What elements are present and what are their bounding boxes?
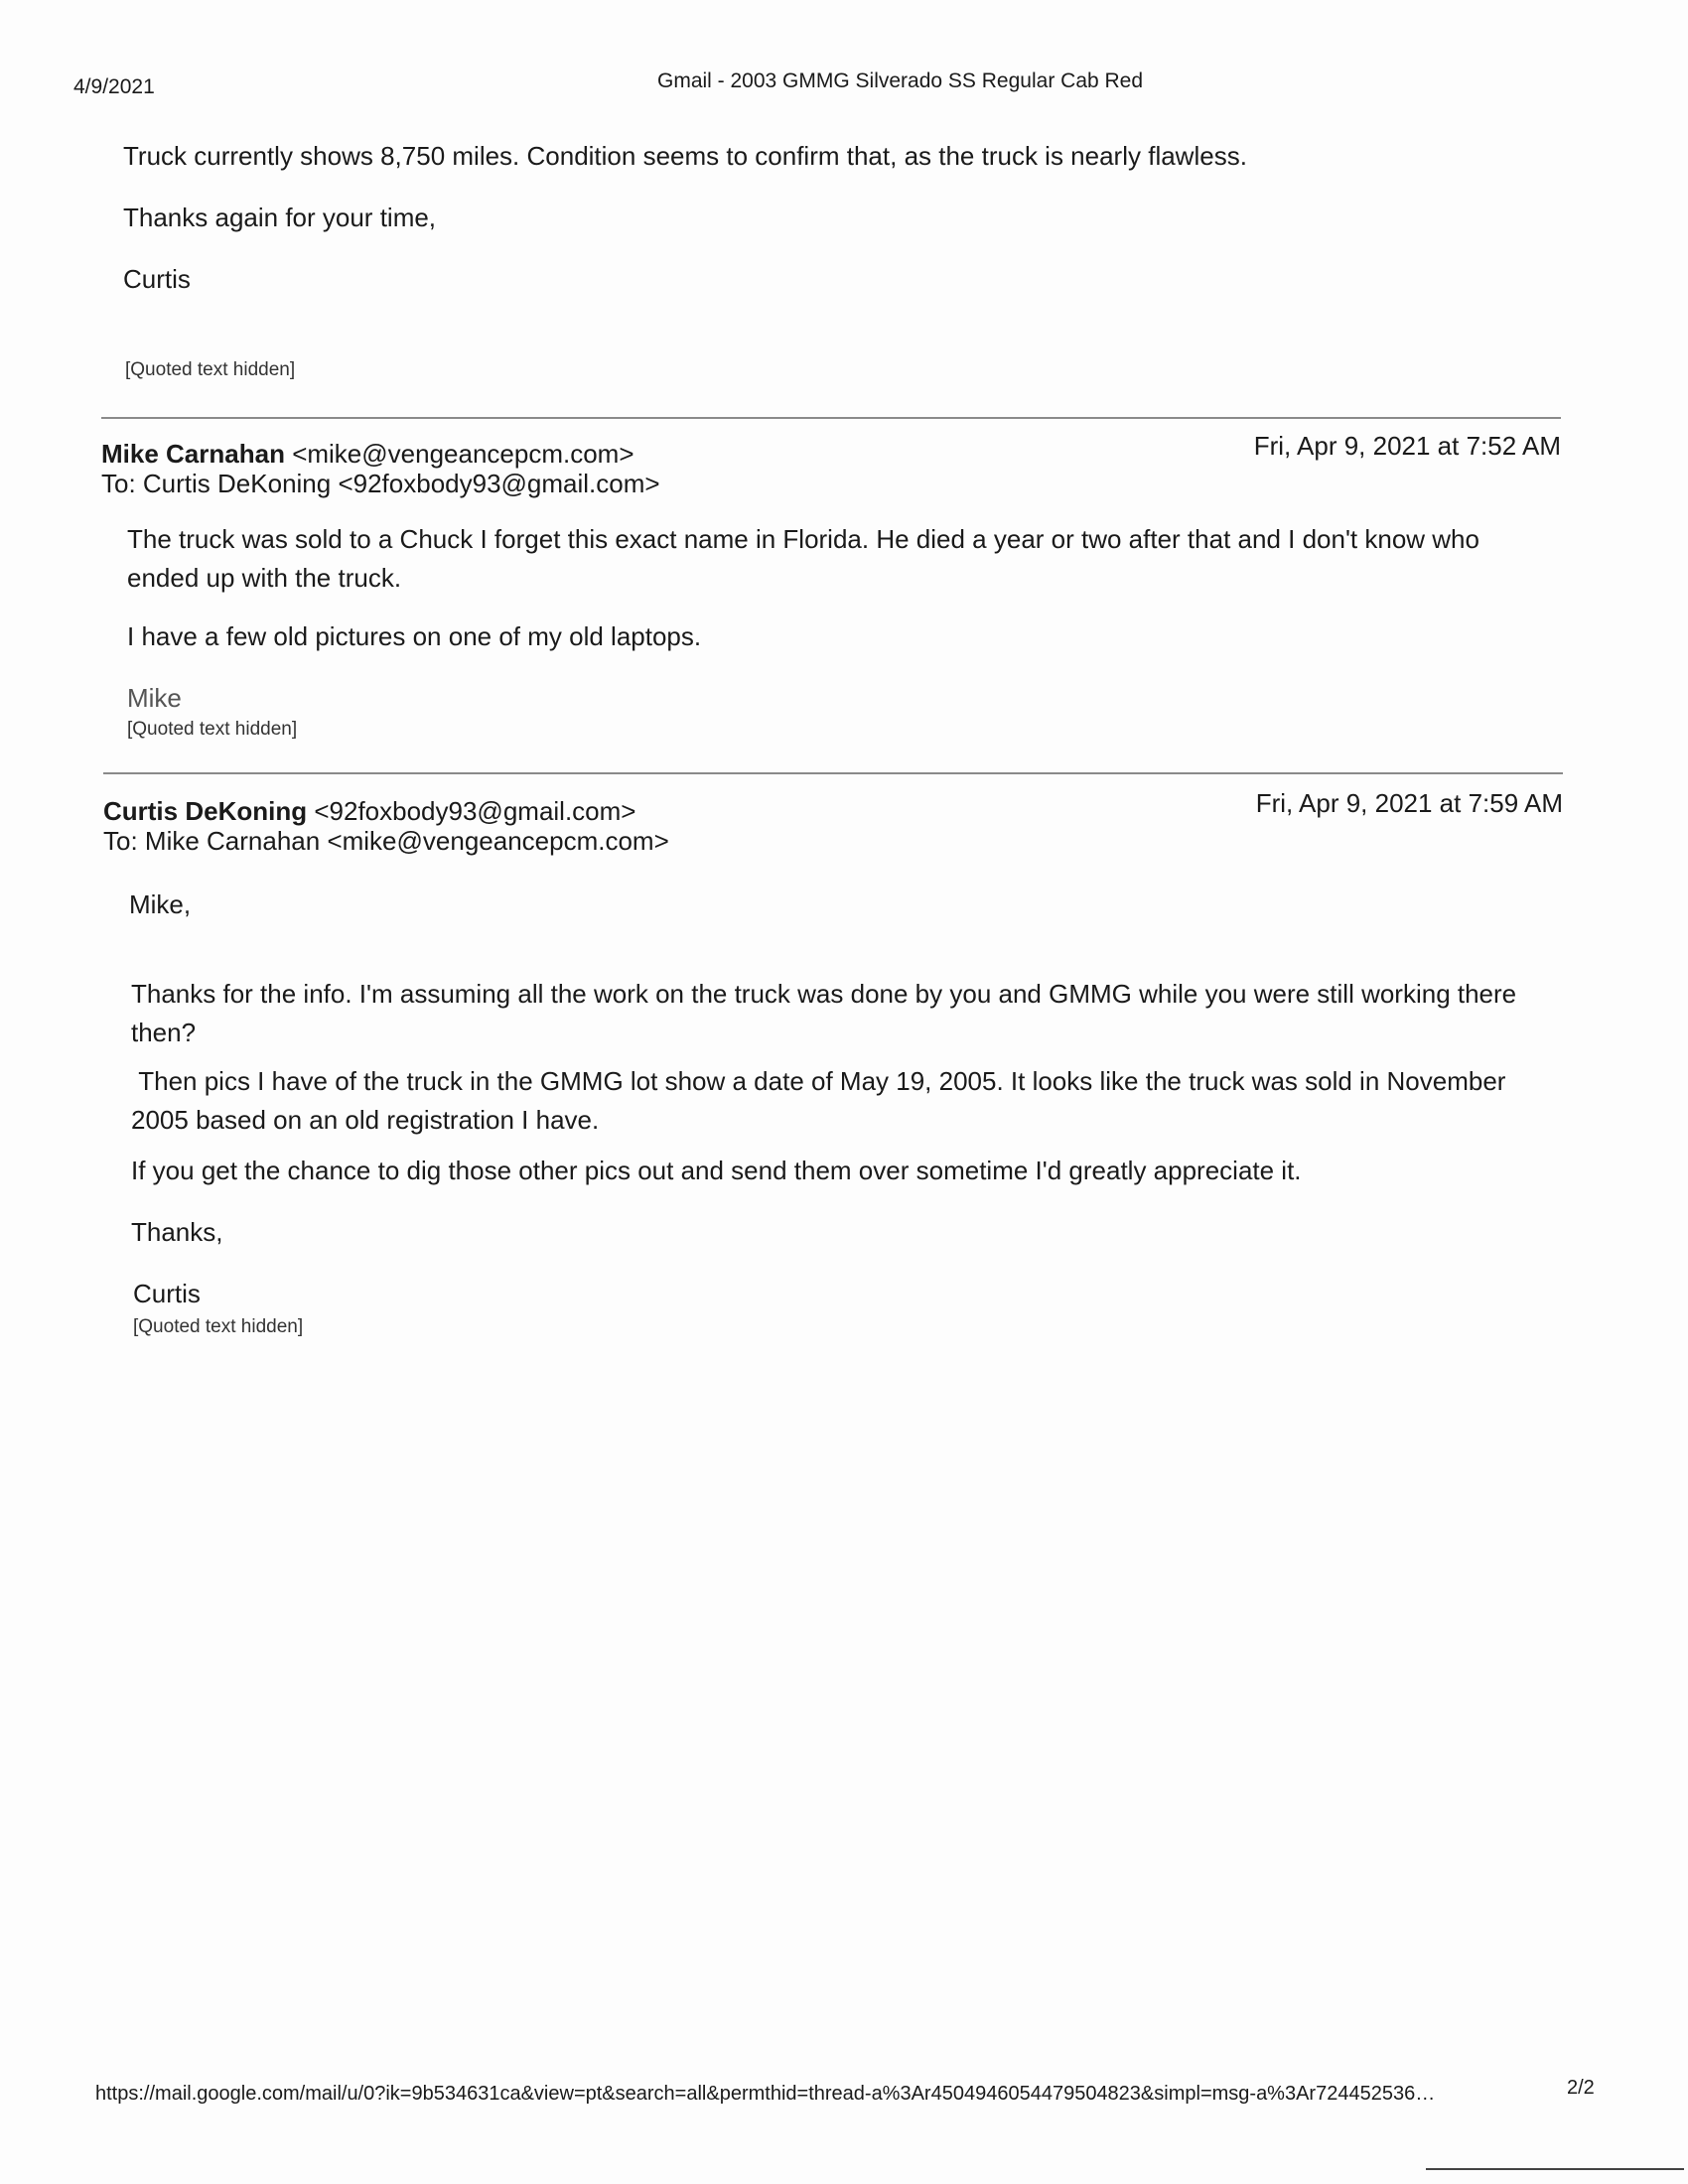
quoted-text-hidden: [Quoted text hidden]: [127, 719, 298, 740]
message-paragraph: I have a few old pictures on one of my old laptops.: [127, 621, 702, 651]
print-page-number: 2/2: [1567, 2077, 1595, 2099]
quoted-text-hidden: [Quoted text hidden]: [125, 359, 296, 380]
intro-signature: Curtis: [123, 264, 191, 294]
message-greeting: Mike,: [129, 889, 192, 919]
recipient-line: To: Mike Carnahan <mike@vengeancepcm.com>: [103, 826, 669, 856]
message-signature: Curtis: [133, 1279, 201, 1308]
message-paragraph: The truck was sold to a Chuck I forget this exact name in Florida. He died a year or two after that and I don't know who ended up with the truck.: [127, 524, 1479, 593]
message-signature: Mike: [127, 683, 182, 713]
sender-name: Mike Carnahan: [101, 439, 285, 469]
scan-edge-line: [1426, 2168, 1684, 2170]
message-paragraph: Thanks for the info. I'm assuming all the work on the truck was done by you and GMMG while you were still working there then?: [131, 979, 1517, 1047]
intro-paragraph-2: Thanks again for your time,: [123, 203, 437, 232]
sender-name: Curtis DeKoning: [103, 796, 308, 826]
sender-line: [103, 796, 635, 827]
print-title: Gmail - 2003 GMMG Silverado SS Regular Cab Red: [657, 69, 1144, 92]
message-paragraph: If you get the chance to dig those other pics out and send them over sometime I'd greatly appreciate it.: [131, 1156, 1302, 1185]
print-footer-url: https://mail.google.com/mail/u/0?ik=9b534631ca&view=pt&search=all&permthid=thread-a%3Ar4504946054479504823&simpl=msg-a%3Ar724452536…: [95, 2083, 1436, 2105]
message-date: Fri, Apr 9, 2021 at 7:59 AM: [1255, 788, 1563, 818]
message-closing: Thanks,: [131, 1217, 223, 1247]
message-paragraph: Then pics I have of the truck in the GMMG lot show a date of May 19, 2005. It looks like the truck was sold in November 2005 based on an old registration I have.: [131, 1066, 1513, 1135]
recipient-line: To: Curtis DeKoning <92foxbody93@gmail.com>: [101, 469, 660, 498]
sender-line: [101, 439, 634, 470]
sender-email: <mike@vengeancepcm.com>: [292, 439, 634, 469]
message-divider: [103, 772, 1563, 774]
print-date: 4/9/2021: [73, 75, 155, 98]
sender-email: <92foxbody93@gmail.com>: [314, 796, 636, 826]
intro-paragraph-1: Truck currently shows 8,750 miles. Condition seems to confirm that, as the truck is nearly flawless.: [123, 141, 1247, 171]
message-date: Fri, Apr 9, 2021 at 7:52 AM: [1253, 431, 1561, 461]
quoted-text-hidden: [Quoted text hidden]: [133, 1316, 304, 1337]
message-divider: [101, 417, 1561, 419]
